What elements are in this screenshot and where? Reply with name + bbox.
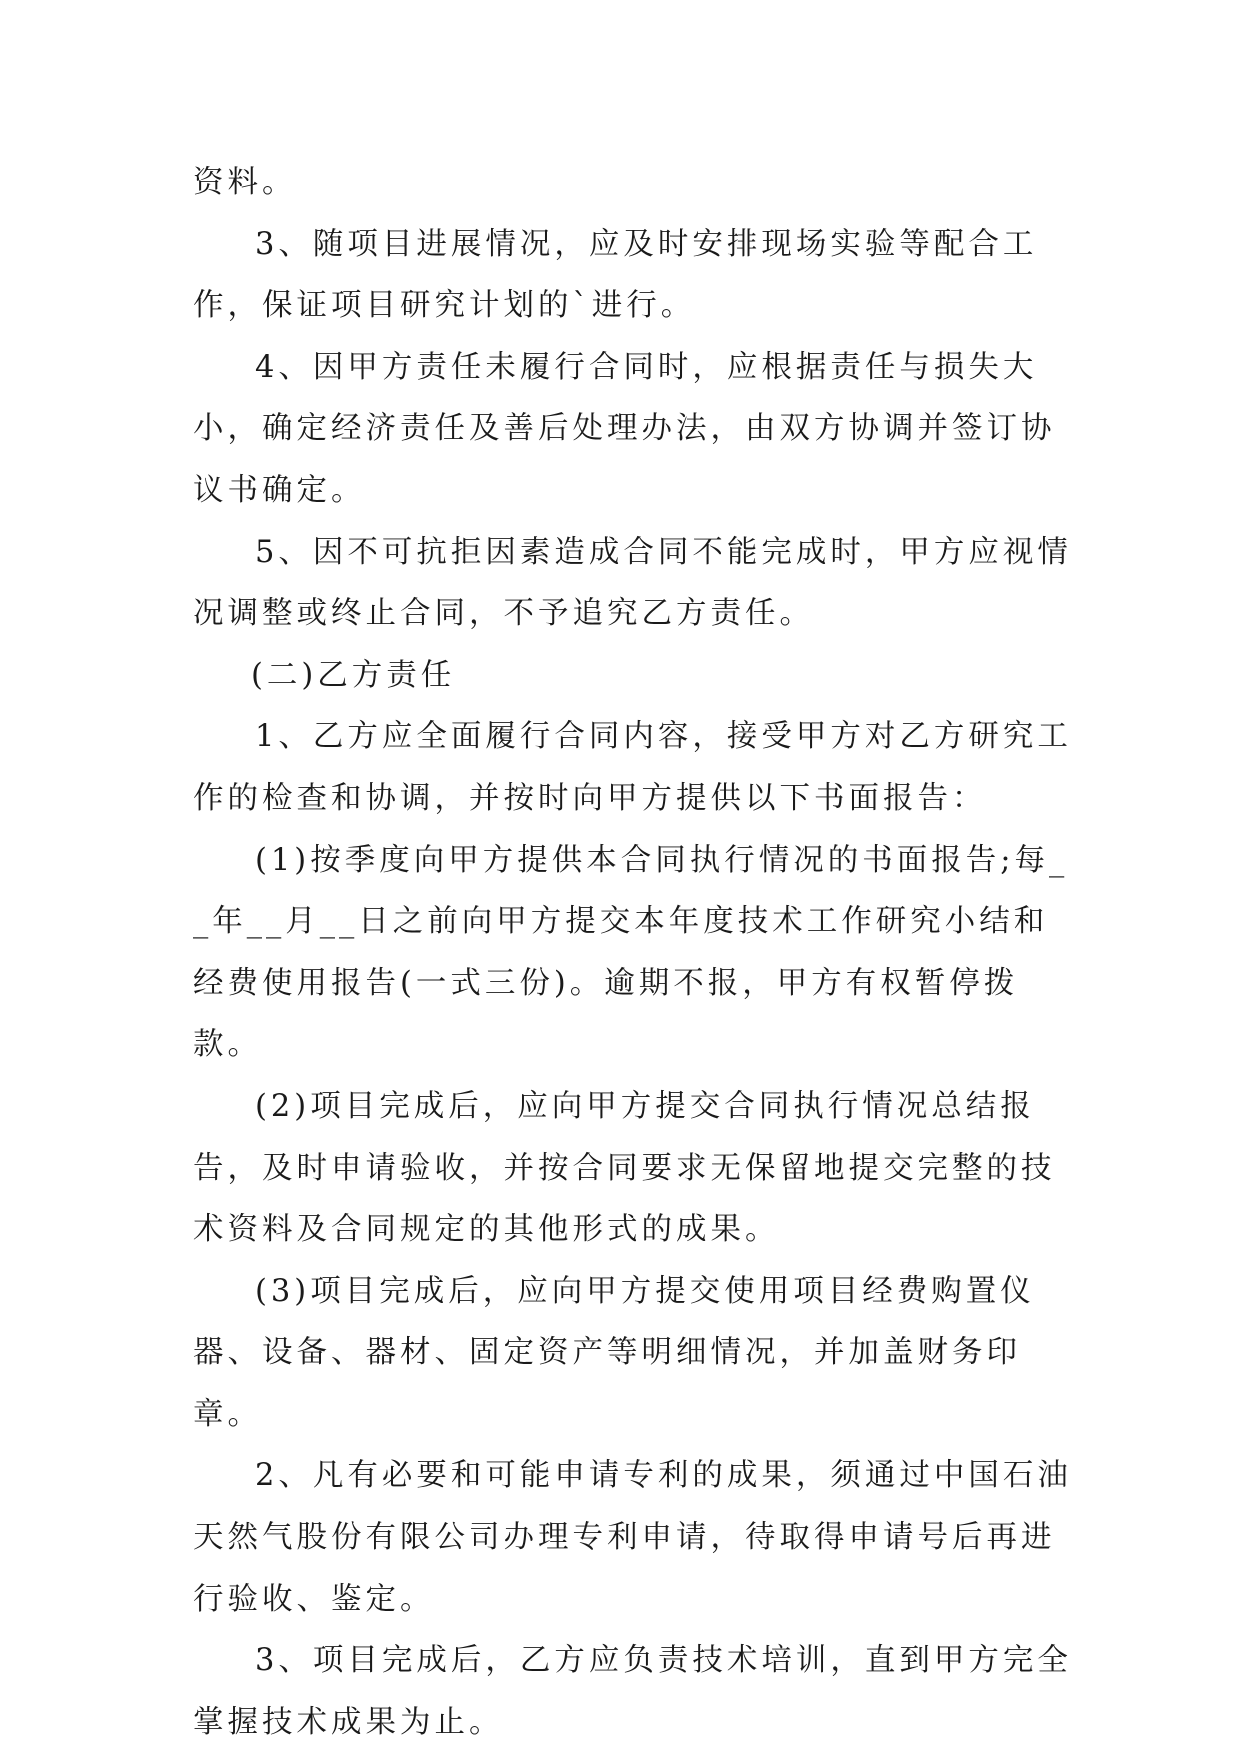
paragraph-item-3-site-experiments: 3、随项目进展情况，应及时安排现场实验等配合工作，保证项目研究计划的`进行。: [193, 226, 1038, 324]
document-body: [193, 152, 1073, 1753]
paragraph-subitem-1-quarterly-report: (1)按季度向甲方提供本合同执行情况的书面报告;每__年__月__日之前向甲方提交本年度技术工作研究小结和经费使用报告(一式三份)。逾期不报，甲方有权暂停拨款。: [193, 842, 1069, 1063]
paragraph-subitem-2-final-report: (2)项目完成后，应向甲方提交合同执行情况总结报告，及时申请验收，并按合同要求无保留地提交完整的技术资料及合同规定的其他形式的成果。: [193, 1088, 1056, 1248]
paragraph-item-2-patents: 2、凡有必要和可能申请专利的成果，须通过中国石油天然气股份有限公司办理专利申请，待取得申请号后再进行验收、鉴定。: [193, 1458, 1072, 1617]
paragraph-item-5-force-majeure: 5、因不可抗拒因素造成合同不能完成时，甲方应视情况调整或终止合同，不予追究乙方责任。: [193, 534, 1072, 632]
paragraph-item-1-party-b-obligations: 1、乙方应全面履行合同内容，接受甲方对乙方研究工作的检查和协调，并按时向甲方提供以下书面报告：: [193, 719, 1072, 816]
paragraph-subitem-3-asset-details: (3)项目完成后，应向甲方提交使用项目经费购置仪器、设备、器材、固定资产等明细情况，并加盖财务印章。: [193, 1273, 1035, 1432]
paragraph-item-3-technical-training: 3、项目完成后，乙方应负责技术培训，直到甲方完全掌握技术成果为止。: [193, 1643, 1072, 1740]
section-heading-party-b: (二)乙方责任: [251, 657, 456, 693]
paragraph-item-4-party-a-liability: 4、因甲方责任未履行合同时，应根据责任与损失大小，确定经济责任及善后处理办法，由双方协调并签订协议书确定。: [193, 349, 1056, 508]
paragraph-continuation: 资料。: [193, 165, 297, 200]
